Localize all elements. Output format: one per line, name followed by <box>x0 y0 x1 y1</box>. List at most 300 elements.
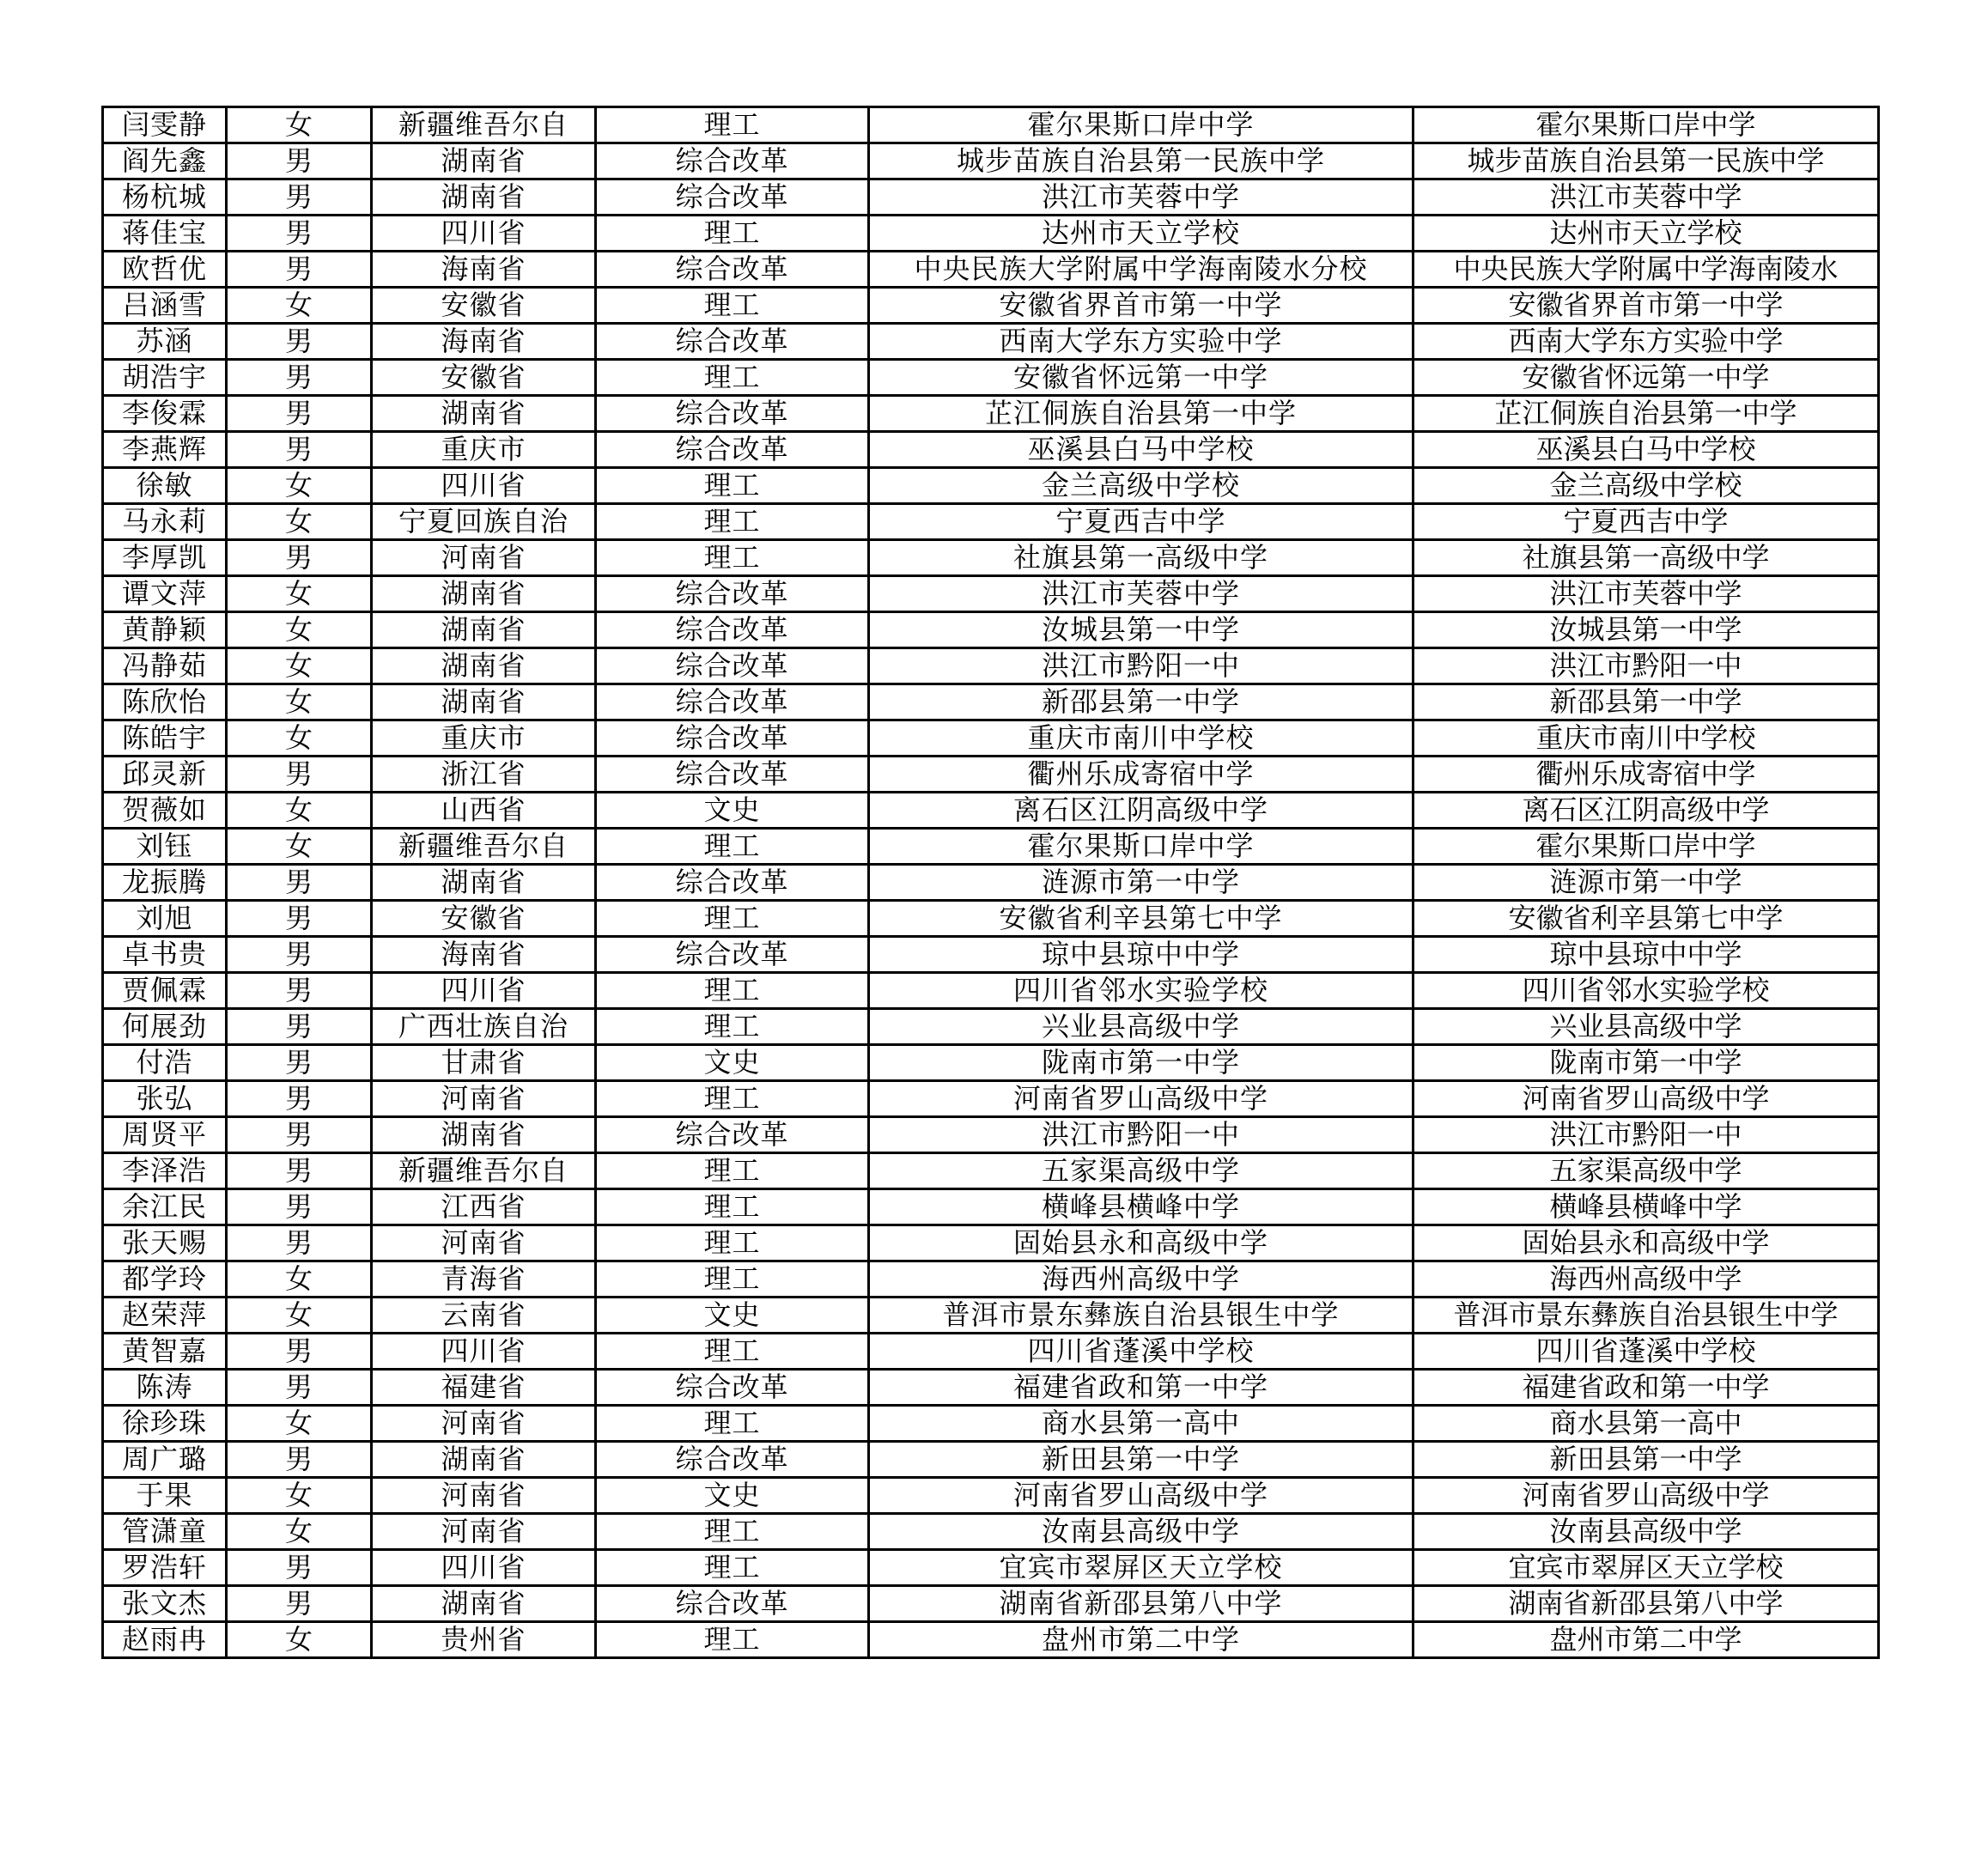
graduating-school-cell: 琼中县琼中中学 <box>1413 937 1879 973</box>
category-cell: 综合改革 <box>596 324 869 360</box>
gender-cell: 男 <box>227 179 372 216</box>
graduating-school-cell: 安徽省怀远第一中学 <box>1413 360 1879 396</box>
gender-cell: 男 <box>227 1009 372 1045</box>
province-cell: 四川省 <box>372 973 596 1009</box>
name-cell: 徐敏 <box>103 468 227 504</box>
category-cell: 理工 <box>596 1081 869 1117</box>
school-cell: 兴业县高级中学 <box>869 1009 1413 1045</box>
province-cell: 海南省 <box>372 252 596 288</box>
name-cell: 赵雨冉 <box>103 1622 227 1658</box>
gender-cell: 男 <box>227 1442 372 1478</box>
category-cell: 综合改革 <box>596 1117 869 1153</box>
name-cell: 徐珍珠 <box>103 1406 227 1442</box>
gender-cell: 女 <box>227 793 372 829</box>
school-cell: 河南省罗山高级中学 <box>869 1081 1413 1117</box>
province-cell: 河南省 <box>372 1514 596 1550</box>
name-cell: 冯静茹 <box>103 648 227 684</box>
school-cell: 霍尔果斯口岸中学 <box>869 107 1413 143</box>
table-row <box>103 1442 1879 1478</box>
table-row <box>103 540 1879 576</box>
name-cell: 管潇童 <box>103 1514 227 1550</box>
province-cell: 湖南省 <box>372 396 596 432</box>
name-cell: 黄静颖 <box>103 612 227 648</box>
category-cell: 综合改革 <box>596 937 869 973</box>
category-cell: 理工 <box>596 1153 869 1189</box>
school-cell: 盘州市第二中学 <box>869 1622 1413 1658</box>
category-cell: 文史 <box>596 1298 869 1334</box>
gender-cell: 女 <box>227 1298 372 1334</box>
table-row <box>103 901 1879 937</box>
gender-cell: 男 <box>227 432 372 468</box>
graduating-school-cell: 安徽省界首市第一中学 <box>1413 288 1879 324</box>
category-cell: 理工 <box>596 1009 869 1045</box>
name-cell: 胡浩宇 <box>103 360 227 396</box>
province-cell: 青海省 <box>372 1261 596 1298</box>
province-cell: 湖南省 <box>372 612 596 648</box>
category-cell: 综合改革 <box>596 1586 869 1622</box>
province-cell: 四川省 <box>372 1550 596 1586</box>
graduating-school-cell: 霍尔果斯口岸中学 <box>1413 829 1879 865</box>
province-cell: 云南省 <box>372 1298 596 1334</box>
name-cell: 杨杭城 <box>103 179 227 216</box>
category-cell: 综合改革 <box>596 1442 869 1478</box>
province-cell: 湖南省 <box>372 1117 596 1153</box>
table-row <box>103 973 1879 1009</box>
province-cell: 新疆维吾尔自 <box>372 829 596 865</box>
table-row <box>103 432 1879 468</box>
school-cell: 普洱市景东彝族自治县银生中学 <box>869 1298 1413 1334</box>
gender-cell: 男 <box>227 757 372 793</box>
province-cell: 河南省 <box>372 1081 596 1117</box>
gender-cell: 女 <box>227 720 372 757</box>
category-cell: 理工 <box>596 1261 869 1298</box>
school-cell: 横峰县横峰中学 <box>869 1189 1413 1225</box>
gender-cell: 女 <box>227 504 372 540</box>
school-cell: 城步苗族自治县第一民族中学 <box>869 143 1413 179</box>
table-row <box>103 1550 1879 1586</box>
province-cell: 江西省 <box>372 1189 596 1225</box>
school-cell: 固始县永和高级中学 <box>869 1225 1413 1261</box>
gender-cell: 男 <box>227 1334 372 1370</box>
name-cell: 蒋佳宝 <box>103 216 227 252</box>
province-cell: 山西省 <box>372 793 596 829</box>
name-cell: 黄智嘉 <box>103 1334 227 1370</box>
gender-cell: 男 <box>227 540 372 576</box>
table-row <box>103 684 1879 720</box>
name-cell: 都学玲 <box>103 1261 227 1298</box>
graduating-school-cell: 洪江市黔阳一中 <box>1413 1117 1879 1153</box>
gender-cell: 男 <box>227 1081 372 1117</box>
table-row <box>103 720 1879 757</box>
school-cell: 安徽省界首市第一中学 <box>869 288 1413 324</box>
table-row <box>103 179 1879 216</box>
category-cell: 综合改革 <box>596 432 869 468</box>
graduating-school-cell: 福建省政和第一中学 <box>1413 1370 1879 1406</box>
province-cell: 湖南省 <box>372 1586 596 1622</box>
name-cell: 李厚凯 <box>103 540 227 576</box>
table-row <box>103 216 1879 252</box>
name-cell: 苏涵 <box>103 324 227 360</box>
graduating-school-cell: 四川省蓬溪中学校 <box>1413 1334 1879 1370</box>
province-cell: 四川省 <box>372 1334 596 1370</box>
province-cell: 四川省 <box>372 468 596 504</box>
graduating-school-cell: 陇南市第一中学 <box>1413 1045 1879 1081</box>
table-row <box>103 252 1879 288</box>
school-cell: 四川省邻水实验学校 <box>869 973 1413 1009</box>
graduating-school-cell: 四川省邻水实验学校 <box>1413 973 1879 1009</box>
province-cell: 重庆市 <box>372 720 596 757</box>
category-cell: 理工 <box>596 1550 869 1586</box>
gender-cell: 男 <box>227 1117 372 1153</box>
table-row <box>103 1045 1879 1081</box>
graduating-school-cell: 重庆市南川中学校 <box>1413 720 1879 757</box>
province-cell: 海南省 <box>372 324 596 360</box>
school-cell: 河南省罗山高级中学 <box>869 1478 1413 1514</box>
graduating-school-cell: 新田县第一中学 <box>1413 1442 1879 1478</box>
school-cell: 金兰高级中学校 <box>869 468 1413 504</box>
table-row <box>103 1117 1879 1153</box>
category-cell: 理工 <box>596 107 869 143</box>
gender-cell: 男 <box>227 937 372 973</box>
category-cell: 理工 <box>596 1622 869 1658</box>
category-cell: 理工 <box>596 288 869 324</box>
school-cell: 社旗县第一高级中学 <box>869 540 1413 576</box>
category-cell: 综合改革 <box>596 396 869 432</box>
school-cell: 商水县第一高中 <box>869 1406 1413 1442</box>
category-cell: 综合改革 <box>596 757 869 793</box>
graduating-school-cell: 芷江侗族自治县第一中学 <box>1413 396 1879 432</box>
graduating-school-cell: 涟源市第一中学 <box>1413 865 1879 901</box>
category-cell: 理工 <box>596 901 869 937</box>
school-cell: 洪江市芙蓉中学 <box>869 179 1413 216</box>
graduating-school-cell: 城步苗族自治县第一民族中学 <box>1413 143 1879 179</box>
name-cell: 张文杰 <box>103 1586 227 1622</box>
graduating-school-cell: 五家渠高级中学 <box>1413 1153 1879 1189</box>
graduating-school-cell: 汝城县第一中学 <box>1413 612 1879 648</box>
category-cell: 综合改革 <box>596 865 869 901</box>
province-cell: 湖南省 <box>372 684 596 720</box>
gender-cell: 男 <box>227 1370 372 1406</box>
graduating-school-cell: 河南省罗山高级中学 <box>1413 1478 1879 1514</box>
gender-cell: 女 <box>227 468 372 504</box>
table-row <box>103 468 1879 504</box>
graduating-school-cell: 金兰高级中学校 <box>1413 468 1879 504</box>
graduating-school-cell: 宜宾市翠屏区天立学校 <box>1413 1550 1879 1586</box>
name-cell: 李俊霖 <box>103 396 227 432</box>
category-cell: 理工 <box>596 468 869 504</box>
graduating-school-cell: 固始县永和高级中学 <box>1413 1225 1879 1261</box>
school-cell: 安徽省利辛县第七中学 <box>869 901 1413 937</box>
gender-cell: 女 <box>227 288 372 324</box>
category-cell: 综合改革 <box>596 576 869 612</box>
name-cell: 阎先鑫 <box>103 143 227 179</box>
province-cell: 湖南省 <box>372 143 596 179</box>
school-cell: 中央民族大学附属中学海南陵水分校 <box>869 252 1413 288</box>
school-cell: 达州市天立学校 <box>869 216 1413 252</box>
name-cell: 贺薇如 <box>103 793 227 829</box>
school-cell: 安徽省怀远第一中学 <box>869 360 1413 396</box>
name-cell: 张弘 <box>103 1081 227 1117</box>
graduating-school-cell: 西南大学东方实验中学 <box>1413 324 1879 360</box>
name-cell: 吕涵雪 <box>103 288 227 324</box>
category-cell: 理工 <box>596 1189 869 1225</box>
category-cell: 理工 <box>596 1514 869 1550</box>
table-row <box>103 1261 1879 1298</box>
name-cell: 贾佩霖 <box>103 973 227 1009</box>
category-cell: 综合改革 <box>596 143 869 179</box>
gender-cell: 男 <box>227 216 372 252</box>
name-cell: 邱灵新 <box>103 757 227 793</box>
graduating-school-cell: 横峰县横峰中学 <box>1413 1189 1879 1225</box>
province-cell: 四川省 <box>372 216 596 252</box>
name-cell: 刘旭 <box>103 901 227 937</box>
table-row <box>103 1153 1879 1189</box>
gender-cell: 女 <box>227 576 372 612</box>
graduating-school-cell: 安徽省利辛县第七中学 <box>1413 901 1879 937</box>
table-row <box>103 1622 1879 1658</box>
gender-cell: 女 <box>227 684 372 720</box>
category-cell: 综合改革 <box>596 1370 869 1406</box>
graduating-school-cell: 普洱市景东彝族自治县银生中学 <box>1413 1298 1879 1334</box>
gender-cell: 男 <box>227 1189 372 1225</box>
table-row <box>103 1298 1879 1334</box>
category-cell: 理工 <box>596 1225 869 1261</box>
province-cell: 广西壮族自治 <box>372 1009 596 1045</box>
name-cell: 张天赐 <box>103 1225 227 1261</box>
gender-cell: 女 <box>227 648 372 684</box>
name-cell: 赵荣萍 <box>103 1298 227 1334</box>
category-cell: 综合改革 <box>596 720 869 757</box>
category-cell: 综合改革 <box>596 179 869 216</box>
school-cell: 芷江侗族自治县第一中学 <box>869 396 1413 432</box>
gender-cell: 男 <box>227 1225 372 1261</box>
gender-cell: 男 <box>227 973 372 1009</box>
school-cell: 宁夏西吉中学 <box>869 504 1413 540</box>
table-row <box>103 1225 1879 1261</box>
province-cell: 河南省 <box>372 540 596 576</box>
graduating-school-cell: 海西州高级中学 <box>1413 1261 1879 1298</box>
gender-cell: 男 <box>227 1153 372 1189</box>
graduating-school-cell: 洪江市黔阳一中 <box>1413 648 1879 684</box>
province-cell: 宁夏回族自治 <box>372 504 596 540</box>
province-cell: 湖南省 <box>372 865 596 901</box>
name-cell: 谭文萍 <box>103 576 227 612</box>
province-cell: 甘肃省 <box>372 1045 596 1081</box>
gender-cell: 女 <box>227 107 372 143</box>
school-cell: 西南大学东方实验中学 <box>869 324 1413 360</box>
province-cell: 河南省 <box>372 1406 596 1442</box>
province-cell: 湖南省 <box>372 1442 596 1478</box>
table-row <box>103 1478 1879 1514</box>
table-row <box>103 865 1879 901</box>
category-cell: 综合改革 <box>596 252 869 288</box>
category-cell: 理工 <box>596 829 869 865</box>
name-cell: 余江民 <box>103 1189 227 1225</box>
graduating-school-cell: 洪江市芙蓉中学 <box>1413 179 1879 216</box>
school-cell: 汝城县第一中学 <box>869 612 1413 648</box>
graduating-school-cell: 衢州乐成寄宿中学 <box>1413 757 1879 793</box>
table-row <box>103 504 1879 540</box>
gender-cell: 女 <box>227 1406 372 1442</box>
table-row <box>103 1370 1879 1406</box>
name-cell: 周广璐 <box>103 1442 227 1478</box>
gender-cell: 男 <box>227 1586 372 1622</box>
table-row <box>103 324 1879 360</box>
name-cell: 周贤平 <box>103 1117 227 1153</box>
name-cell: 陈欣怡 <box>103 684 227 720</box>
graduating-school-cell: 巫溪县白马中学校 <box>1413 432 1879 468</box>
student-table <box>101 106 1880 1659</box>
school-cell: 洪江市黔阳一中 <box>869 1117 1413 1153</box>
school-cell: 海西州高级中学 <box>869 1261 1413 1298</box>
table-row <box>103 396 1879 432</box>
school-cell: 宜宾市翠屏区天立学校 <box>869 1550 1413 1586</box>
category-cell: 理工 <box>596 216 869 252</box>
student-table-body <box>103 107 1879 1658</box>
school-cell: 五家渠高级中学 <box>869 1153 1413 1189</box>
gender-cell: 男 <box>227 360 372 396</box>
graduating-school-cell: 霍尔果斯口岸中学 <box>1413 107 1879 143</box>
province-cell: 新疆维吾尔自 <box>372 1153 596 1189</box>
school-cell: 福建省政和第一中学 <box>869 1370 1413 1406</box>
table-row <box>103 1586 1879 1622</box>
school-cell: 陇南市第一中学 <box>869 1045 1413 1081</box>
province-cell: 贵州省 <box>372 1622 596 1658</box>
table-row <box>103 1009 1879 1045</box>
graduating-school-cell: 商水县第一高中 <box>1413 1406 1879 1442</box>
graduating-school-cell: 洪江市芙蓉中学 <box>1413 576 1879 612</box>
name-cell: 陈涛 <box>103 1370 227 1406</box>
province-cell: 湖南省 <box>372 576 596 612</box>
table-row <box>103 576 1879 612</box>
graduating-school-cell: 新邵县第一中学 <box>1413 684 1879 720</box>
name-cell: 付浩 <box>103 1045 227 1081</box>
gender-cell: 男 <box>227 1550 372 1586</box>
category-cell: 综合改革 <box>596 612 869 648</box>
gender-cell: 女 <box>227 1478 372 1514</box>
name-cell: 李燕辉 <box>103 432 227 468</box>
name-cell: 马永莉 <box>103 504 227 540</box>
gender-cell: 男 <box>227 901 372 937</box>
category-cell: 综合改革 <box>596 684 869 720</box>
name-cell: 于果 <box>103 1478 227 1514</box>
school-cell: 重庆市南川中学校 <box>869 720 1413 757</box>
name-cell: 欧哲优 <box>103 252 227 288</box>
graduating-school-cell: 兴业县高级中学 <box>1413 1009 1879 1045</box>
province-cell: 安徽省 <box>372 901 596 937</box>
province-cell: 重庆市 <box>372 432 596 468</box>
gender-cell: 女 <box>227 829 372 865</box>
school-cell: 衢州乐成寄宿中学 <box>869 757 1413 793</box>
gender-cell: 男 <box>227 1045 372 1081</box>
province-cell: 安徽省 <box>372 360 596 396</box>
gender-cell: 女 <box>227 1514 372 1550</box>
province-cell: 福建省 <box>372 1370 596 1406</box>
category-cell: 理工 <box>596 540 869 576</box>
table-row <box>103 1189 1879 1225</box>
school-cell: 琼中县琼中中学 <box>869 937 1413 973</box>
province-cell: 河南省 <box>372 1478 596 1514</box>
table-row <box>103 143 1879 179</box>
category-cell: 理工 <box>596 1334 869 1370</box>
graduating-school-cell: 盘州市第二中学 <box>1413 1622 1879 1658</box>
school-cell: 离石区江阴高级中学 <box>869 793 1413 829</box>
category-cell: 文史 <box>596 1045 869 1081</box>
category-cell: 理工 <box>596 973 869 1009</box>
school-cell: 四川省蓬溪中学校 <box>869 1334 1413 1370</box>
name-cell: 刘钰 <box>103 829 227 865</box>
province-cell: 安徽省 <box>372 288 596 324</box>
name-cell: 何展劲 <box>103 1009 227 1045</box>
name-cell: 闫雯静 <box>103 107 227 143</box>
school-cell: 汝南县高级中学 <box>869 1514 1413 1550</box>
gender-cell: 男 <box>227 324 372 360</box>
table-row <box>103 107 1879 143</box>
graduating-school-cell: 达州市天立学校 <box>1413 216 1879 252</box>
graduating-school-cell: 宁夏西吉中学 <box>1413 504 1879 540</box>
category-cell: 理工 <box>596 360 869 396</box>
name-cell: 卓书贵 <box>103 937 227 973</box>
school-cell: 霍尔果斯口岸中学 <box>869 829 1413 865</box>
table-row <box>103 612 1879 648</box>
province-cell: 浙江省 <box>372 757 596 793</box>
gender-cell: 男 <box>227 865 372 901</box>
table-row <box>103 1334 1879 1370</box>
gender-cell: 女 <box>227 1261 372 1298</box>
gender-cell: 女 <box>227 1622 372 1658</box>
table-row <box>103 360 1879 396</box>
graduating-school-cell: 离石区江阴高级中学 <box>1413 793 1879 829</box>
table-row <box>103 288 1879 324</box>
name-cell: 陈皓宇 <box>103 720 227 757</box>
table-row <box>103 829 1879 865</box>
gender-cell: 男 <box>227 143 372 179</box>
graduating-school-cell: 河南省罗山高级中学 <box>1413 1081 1879 1117</box>
table-row <box>103 1406 1879 1442</box>
school-cell: 新邵县第一中学 <box>869 684 1413 720</box>
school-cell: 巫溪县白马中学校 <box>869 432 1413 468</box>
province-cell: 湖南省 <box>372 179 596 216</box>
name-cell: 罗浩轩 <box>103 1550 227 1586</box>
graduating-school-cell: 社旗县第一高级中学 <box>1413 540 1879 576</box>
table-row <box>103 1514 1879 1550</box>
category-cell: 理工 <box>596 504 869 540</box>
name-cell: 李泽浩 <box>103 1153 227 1189</box>
table-row <box>103 757 1879 793</box>
school-cell: 新田县第一中学 <box>869 1442 1413 1478</box>
school-cell: 湖南省新邵县第八中学 <box>869 1586 1413 1622</box>
graduating-school-cell: 汝南县高级中学 <box>1413 1514 1879 1550</box>
province-cell: 湖南省 <box>372 648 596 684</box>
province-cell: 新疆维吾尔自 <box>372 107 596 143</box>
table-row <box>103 648 1879 684</box>
category-cell: 文史 <box>596 1478 869 1514</box>
table-row <box>103 937 1879 973</box>
graduating-school-cell: 湖南省新邵县第八中学 <box>1413 1586 1879 1622</box>
table-row <box>103 793 1879 829</box>
school-cell: 洪江市黔阳一中 <box>869 648 1413 684</box>
name-cell: 龙振腾 <box>103 865 227 901</box>
category-cell: 理工 <box>596 1406 869 1442</box>
province-cell: 河南省 <box>372 1225 596 1261</box>
category-cell: 文史 <box>596 793 869 829</box>
school-cell: 洪江市芙蓉中学 <box>869 576 1413 612</box>
gender-cell: 男 <box>227 252 372 288</box>
table-row <box>103 1081 1879 1117</box>
school-cell: 涟源市第一中学 <box>869 865 1413 901</box>
category-cell: 综合改革 <box>596 648 869 684</box>
gender-cell: 女 <box>227 612 372 648</box>
